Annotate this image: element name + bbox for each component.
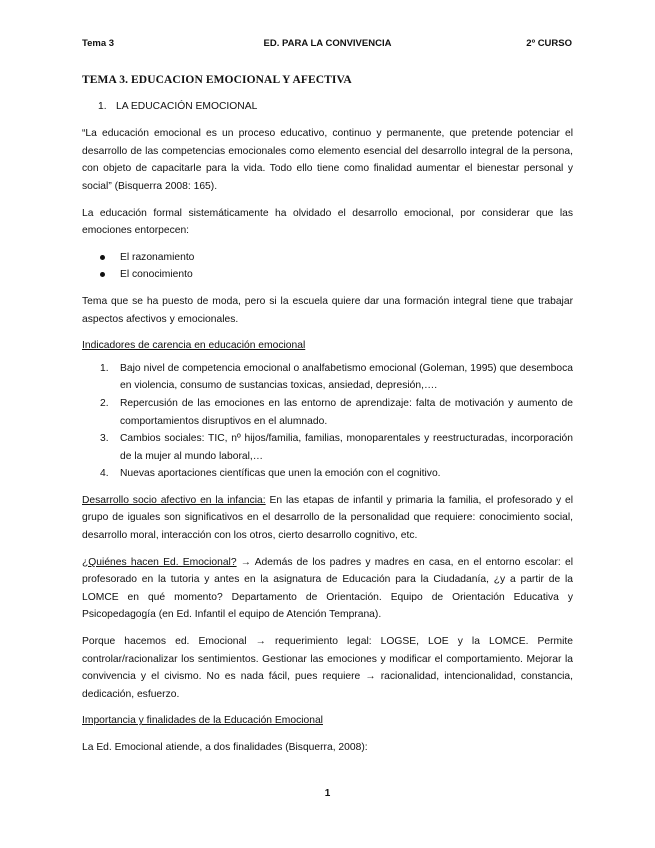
importance-paragraph: La Ed. Emocional atiende, a dos finalidades (Bisquerra, 2008): [82,742,368,753]
page-number: 1 [324,788,331,799]
development-lead: Desarrollo socio afectivo en la infancia: [82,494,266,506]
header-course: 2º CURSO [526,38,572,49]
list-item: El conocimiento [82,266,573,284]
who-lead: ¿Quiénes hacen Ed. Emocional? [82,556,237,568]
quote-paragraph: “La educación emocional es un proceso educativo, continuo y permanente, que pretende potenciar el desarrollo de las competencias emocionales como elemento esencial del desarrollo integral de la persona, con objeto de capacitarle para la vida. Todo ello tiene como finalidad aumentar el bienestar personal y social” (Bisquerra 2008: 165). [82,128,573,192]
indicators-list [82,360,573,483]
list-item: 1. Bajo nivel de competencia emocional o analfabetismo emocional (Goleman, 1995) que desemboca en violencia, consumo de sustancias toxicas, ansiedad, depresión,…. [100,362,573,392]
development-paragraph: Desarrollo socio afectivo en la infancia: En las etapas de infantil y primaria la familia, el profesorado y el grupo de iguales son significativos en el desarrollo de la personalidad que requiere: conocimiento social, desarrollo moral, interacción con los otros, cierto desarrollo cognitivo, etc. [82,494,573,542]
section-label: LA EDUCACIÓN EMOCIONAL [116,100,258,112]
bullet-list [82,249,573,284]
formal-education-paragraph: La educación formal sistemáticamente ha olvidado el desarrollo emocional, por considerar que las emociones entorpecen: [82,207,573,237]
who-paragraph: ¿Quiénes hacen Ed. Emocional? → Además de los padres y madres en casa, en el entorno escolar: el profesorado en la tutoria y antes en la asignatura de Educación para la Ciudadanía, ¿y a partir de la LOMCE en qué momento? Departamento de Orientación. Equipo de Orientación Educativa y Psicopedagogía (en Ed. Infantil el equipo de Atención Temprana). [82,556,573,621]
why-paragraph: Porque hacemos ed. Emocional → requerimiento legal: LOGSE, LOE y la LOMCE. Permite controlar/racionalizar los sentimientos. Gestionar las emociones y modificar el comportamiento. Mejorar la convivencia y el civismo. No es nada fácil, pues requiere → racionalidad, intencionalidad, constancia, dedicación, esfuerzo. [82,636,573,700]
page-title: TEMA 3. EDUCACION EMOCIONAL Y AFECTIVA [82,74,352,86]
header-subject: ED. PARA LA CONVIVENCIA [263,38,392,49]
list-item: 3. Cambios sociales: TIC, nº hijos/familia, familias, monoparentales y reestructuradas, incorporación de la mujer al mundo laboral,… [100,433,573,462]
trend-paragraph: Tema que se ha puesto de moda, pero si la escuela quiere dar una formación integral tiene que trabajar aspectos afectivos y emocionales. [82,295,573,325]
header-topic: Tema 3 [82,38,115,49]
bullet-icon [100,272,105,277]
list-item: El razonamiento [82,249,573,267]
importance-heading: Importancia y finalidades de la Educación Emocional [82,715,323,727]
document-body [82,72,573,766]
section-heading [98,98,573,116]
list-item: 4. Nuevas aportaciones científicas que unen la emoción con el cognitivo. [100,468,441,480]
section-number: 1. [98,100,107,112]
bullet-icon [100,255,105,260]
list-item: 2. Repercusión de las emociones en las entorno de aprendizaje: falta de motivación y aumento de comportamientos disruptivos en el alumnado. [100,397,573,427]
indicators-heading: Indicadores de carencia en educación emocional [82,340,306,352]
